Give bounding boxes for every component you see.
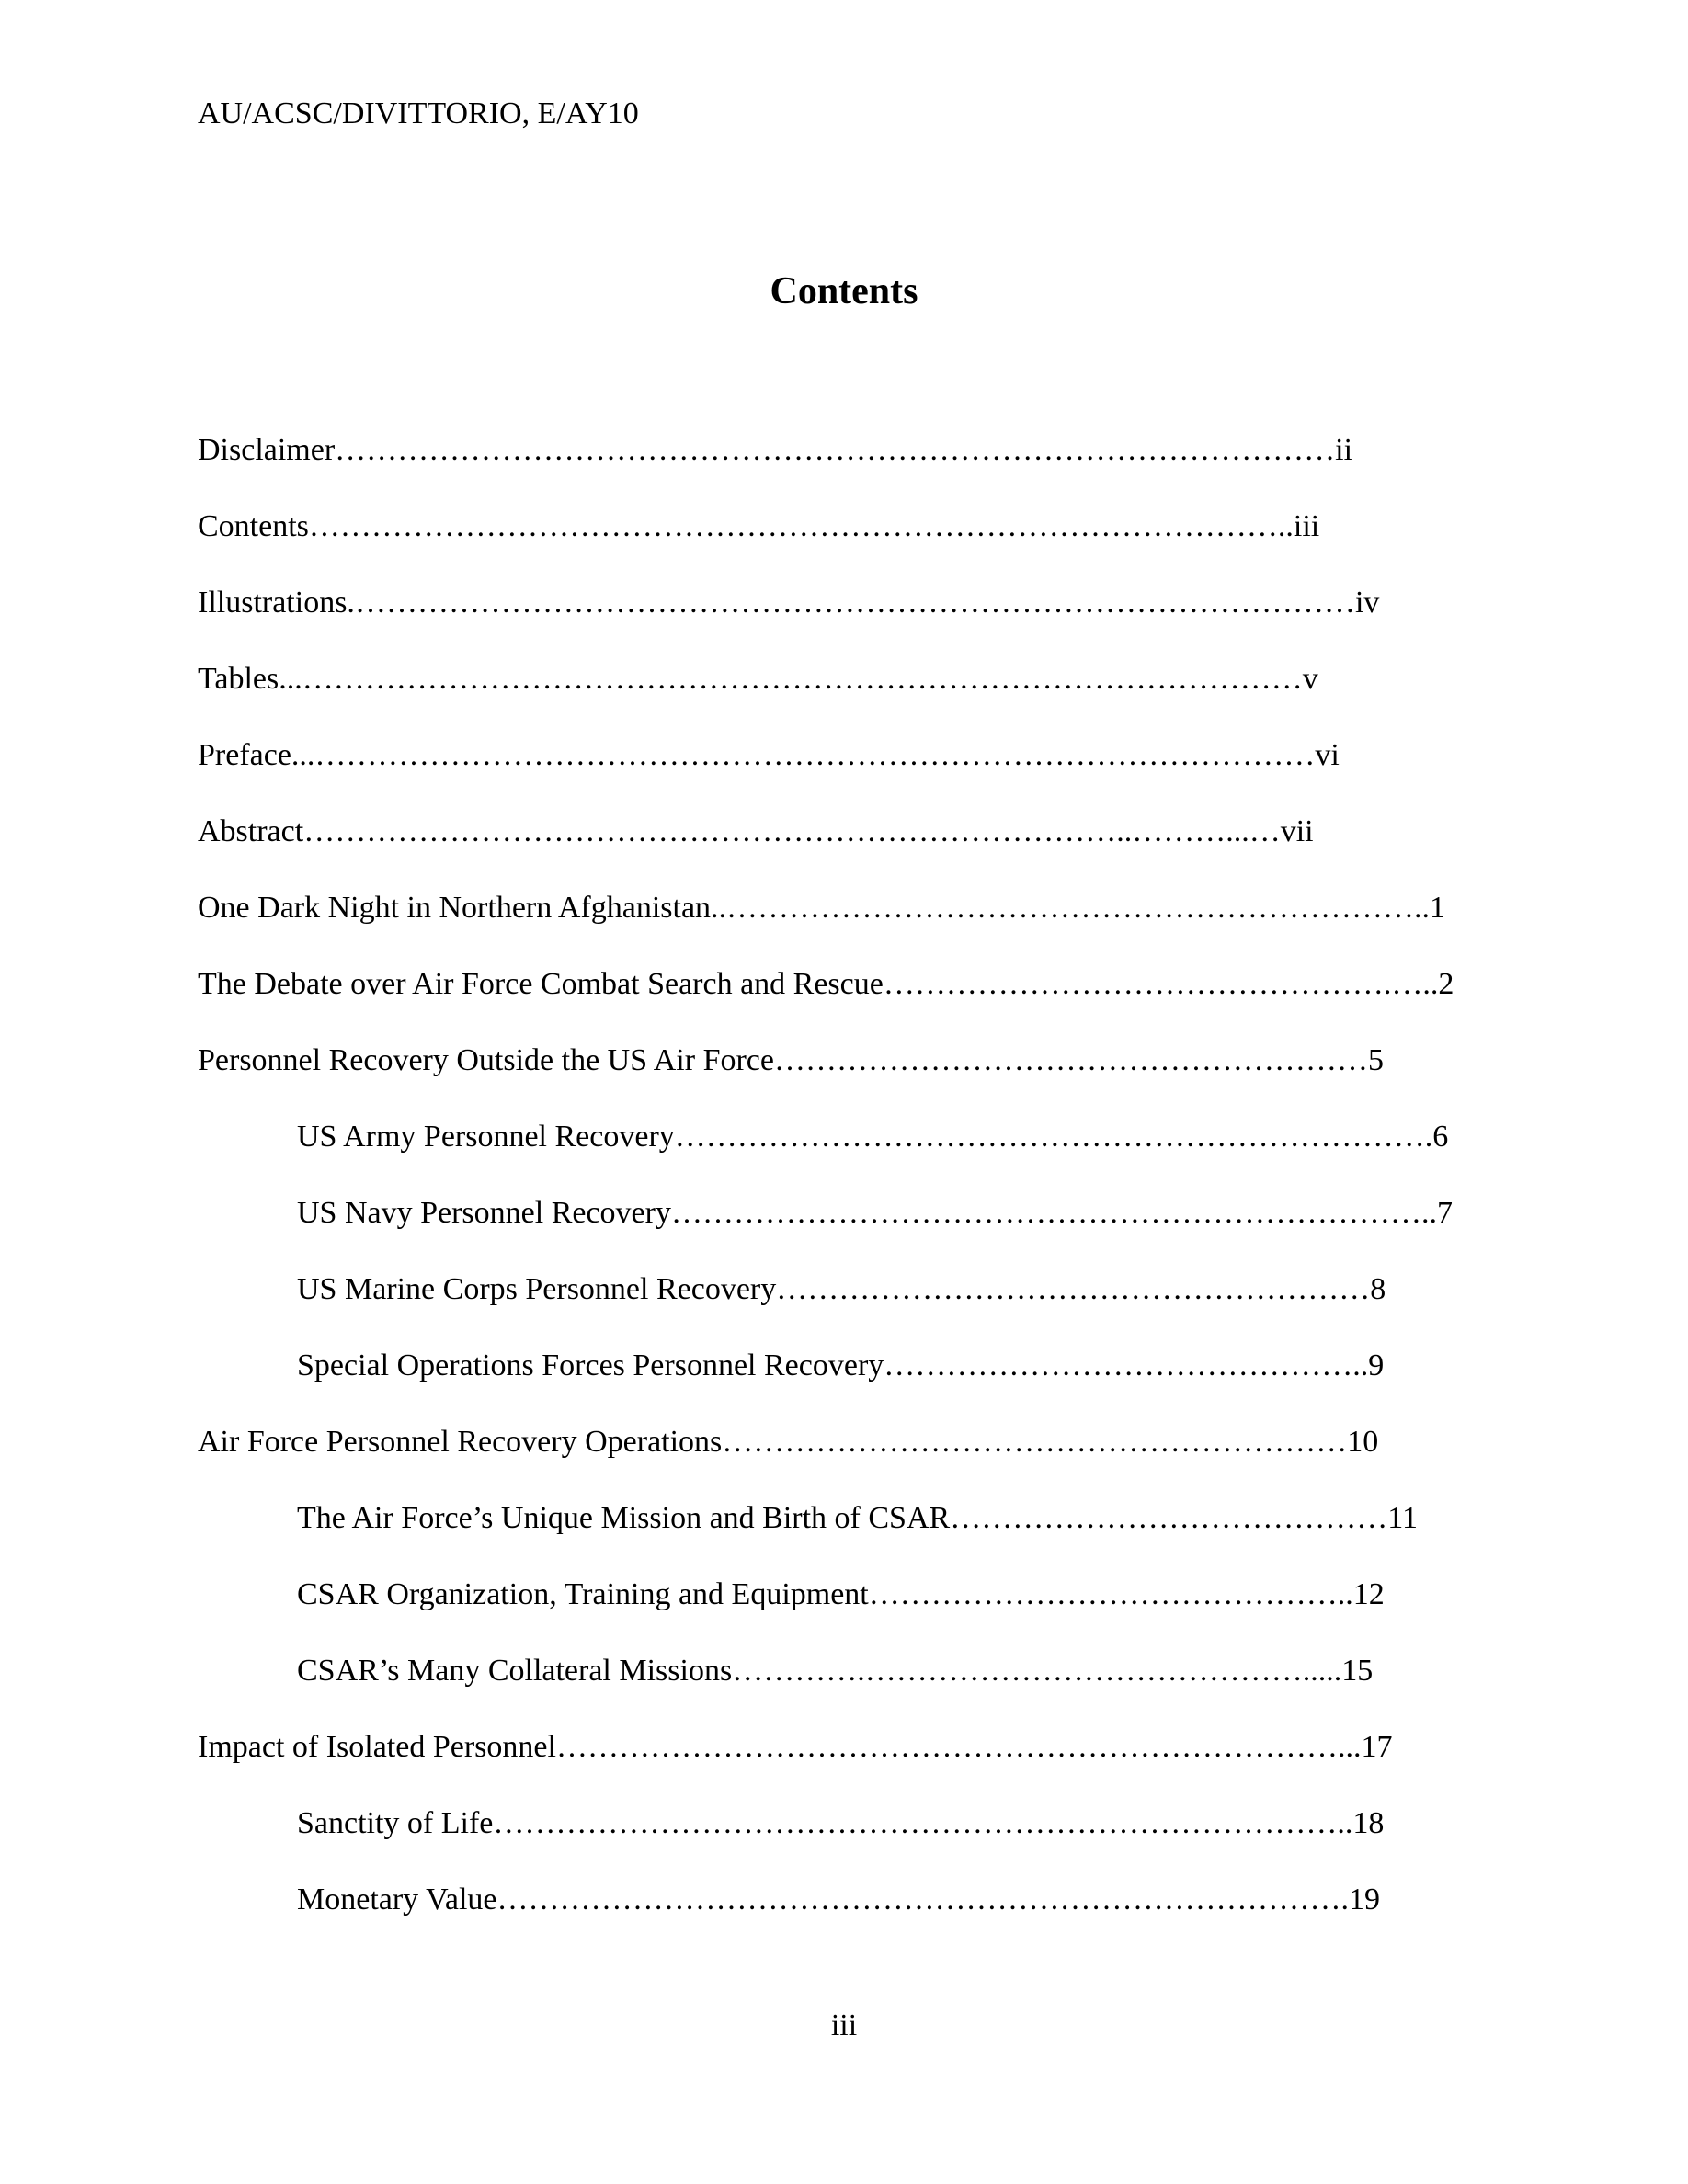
- toc-entry-page: 15: [1341, 1654, 1374, 1688]
- toc-entry-leader: …………………………………………………………………………………..: [308, 509, 1294, 543]
- toc-entry: [198, 1882, 1485, 1958]
- toc-entry: [198, 508, 1485, 585]
- toc-entry-page: vi: [1315, 738, 1340, 772]
- toc-entry-label: One Dark Night in Northern Afghanistan..: [198, 891, 727, 925]
- toc-entry: [198, 1729, 1485, 1805]
- toc-entry-leader: ……………………………………: [950, 1501, 1388, 1535]
- toc-entry-leader: …………………………………………………: [776, 1272, 1371, 1306]
- toc-entry-label: US Navy Personnel Recovery: [297, 1196, 671, 1230]
- toc-entry-page: 18: [1352, 1806, 1385, 1840]
- toc-entry: [198, 966, 1485, 1042]
- toc-entry-leader: ………………………………………..: [884, 1348, 1369, 1382]
- toc-entry: [198, 585, 1485, 661]
- toc-entry-leader: …………………………………………………………………...: [555, 1730, 1362, 1764]
- toc-entry-leader: ………….…………………………………….....: [732, 1654, 1342, 1688]
- toc-entry: [198, 1805, 1485, 1882]
- toc-entry-leader: ……………………………………………………………….: [674, 1120, 1433, 1154]
- toc-entry-label: US Marine Corps Personnel Recovery: [297, 1272, 777, 1306]
- toc-entry-label: Contents: [198, 509, 309, 543]
- toc-entry: [198, 890, 1485, 966]
- toc-entry: [198, 1424, 1485, 1500]
- toc-entry-label: Disclaimer: [198, 433, 336, 467]
- table-of-contents: [198, 432, 1485, 1958]
- toc-entry-leader: ……………………………………………………………………………………: [335, 433, 1336, 467]
- toc-entry-page: 8: [1370, 1272, 1386, 1306]
- running-head: AU/ACSC/DIVITTORIO, E/AY10: [198, 97, 639, 131]
- page-title: Contents: [770, 270, 918, 313]
- toc-entry: [198, 1653, 1485, 1729]
- toc-entry-page: 2: [1438, 967, 1454, 1001]
- toc-entry-page: v: [1302, 662, 1318, 696]
- toc-entry: [198, 1042, 1485, 1119]
- toc-entry-leader: ……………………………………………………………………..………...…: [303, 814, 1281, 848]
- toc-entry-page: 1: [1430, 891, 1446, 925]
- page-number: iii: [830, 2008, 858, 2042]
- toc-entry: [198, 1119, 1485, 1195]
- toc-entry-leader: .……………………………………………………………………………………: [306, 738, 1316, 772]
- toc-entry-page: 12: [1352, 1577, 1385, 1611]
- toc-entry-leader: ……………………………………………………………………………………: [354, 586, 1355, 620]
- toc-entry-page: iv: [1354, 586, 1380, 620]
- toc-entry: [198, 1500, 1485, 1576]
- toc-entry: [198, 1195, 1485, 1271]
- toc-entry: [198, 737, 1485, 813]
- toc-entry-label: Sanctity of Life: [297, 1806, 494, 1840]
- toc-entry-label: The Air Force’s Unique Mission and Birth of CSAR: [297, 1501, 951, 1535]
- toc-entry: [198, 1271, 1485, 1348]
- toc-entry-leader: ………………………………………….…..: [883, 967, 1439, 1001]
- toc-entry: [198, 813, 1485, 890]
- toc-entry-page: 17: [1361, 1730, 1393, 1764]
- toc-entry-page: 19: [1348, 1883, 1380, 1917]
- toc-entry-page: 10: [1347, 1425, 1379, 1459]
- toc-entry-page: ii: [1335, 433, 1353, 467]
- toc-entry-label: Special Operations Forces Personnel Recovery: [297, 1348, 884, 1382]
- toc-entry-page: 9: [1368, 1348, 1385, 1382]
- toc-entry-label: The Debate over Air Force Combat Search and Rescue: [198, 967, 884, 1001]
- toc-entry-label: Illustrations.: [198, 586, 355, 620]
- toc-entry: [198, 661, 1485, 737]
- toc-entry-label: Personnel Recovery Outside the US Air Force: [198, 1043, 774, 1077]
- toc-entry-leader: ………………………………………………………………..: [670, 1196, 1437, 1230]
- toc-entry-label: CSAR’s Many Collateral Missions: [297, 1654, 733, 1688]
- toc-entry-page: 7: [1436, 1196, 1453, 1230]
- toc-entry-leader: ………………………………………..: [868, 1577, 1353, 1611]
- toc-entry-leader: …………………………………………………………..: [726, 891, 1431, 925]
- toc-entry-leader: .……………………………………………………………………………………: [294, 662, 1303, 696]
- toc-entry: [198, 1576, 1485, 1653]
- toc-entry-page: vii: [1280, 814, 1314, 848]
- toc-entry-label: Abstract: [198, 814, 304, 848]
- toc-entry-label: Impact of Isolated Personnel: [198, 1730, 556, 1764]
- toc-entry-page: iii: [1293, 509, 1320, 543]
- toc-entry-leader: ……………………………………………………: [722, 1425, 1348, 1459]
- toc-entry-leader: …………………………………………………: [774, 1043, 1368, 1077]
- toc-entry: [198, 432, 1485, 508]
- toc-entry: [198, 1348, 1485, 1424]
- toc-entry-leader: ……………………………………………………………………….: [496, 1883, 1349, 1917]
- toc-entry-label: CSAR Organization, Training and Equipment: [297, 1577, 869, 1611]
- toc-entry-label: Tables..: [198, 662, 295, 696]
- toc-entry-label: Monetary Value: [297, 1883, 497, 1917]
- toc-entry-label: Preface..: [198, 738, 307, 772]
- toc-entry-page: 5: [1368, 1043, 1384, 1077]
- toc-entry-leader: ………………………………………………………………………..: [493, 1806, 1353, 1840]
- toc-entry-label: US Army Personnel Recovery: [297, 1120, 675, 1154]
- toc-entry-page: 11: [1387, 1501, 1418, 1535]
- toc-entry-page: 6: [1432, 1120, 1449, 1154]
- toc-entry-label: Air Force Personnel Recovery Operations: [198, 1425, 723, 1459]
